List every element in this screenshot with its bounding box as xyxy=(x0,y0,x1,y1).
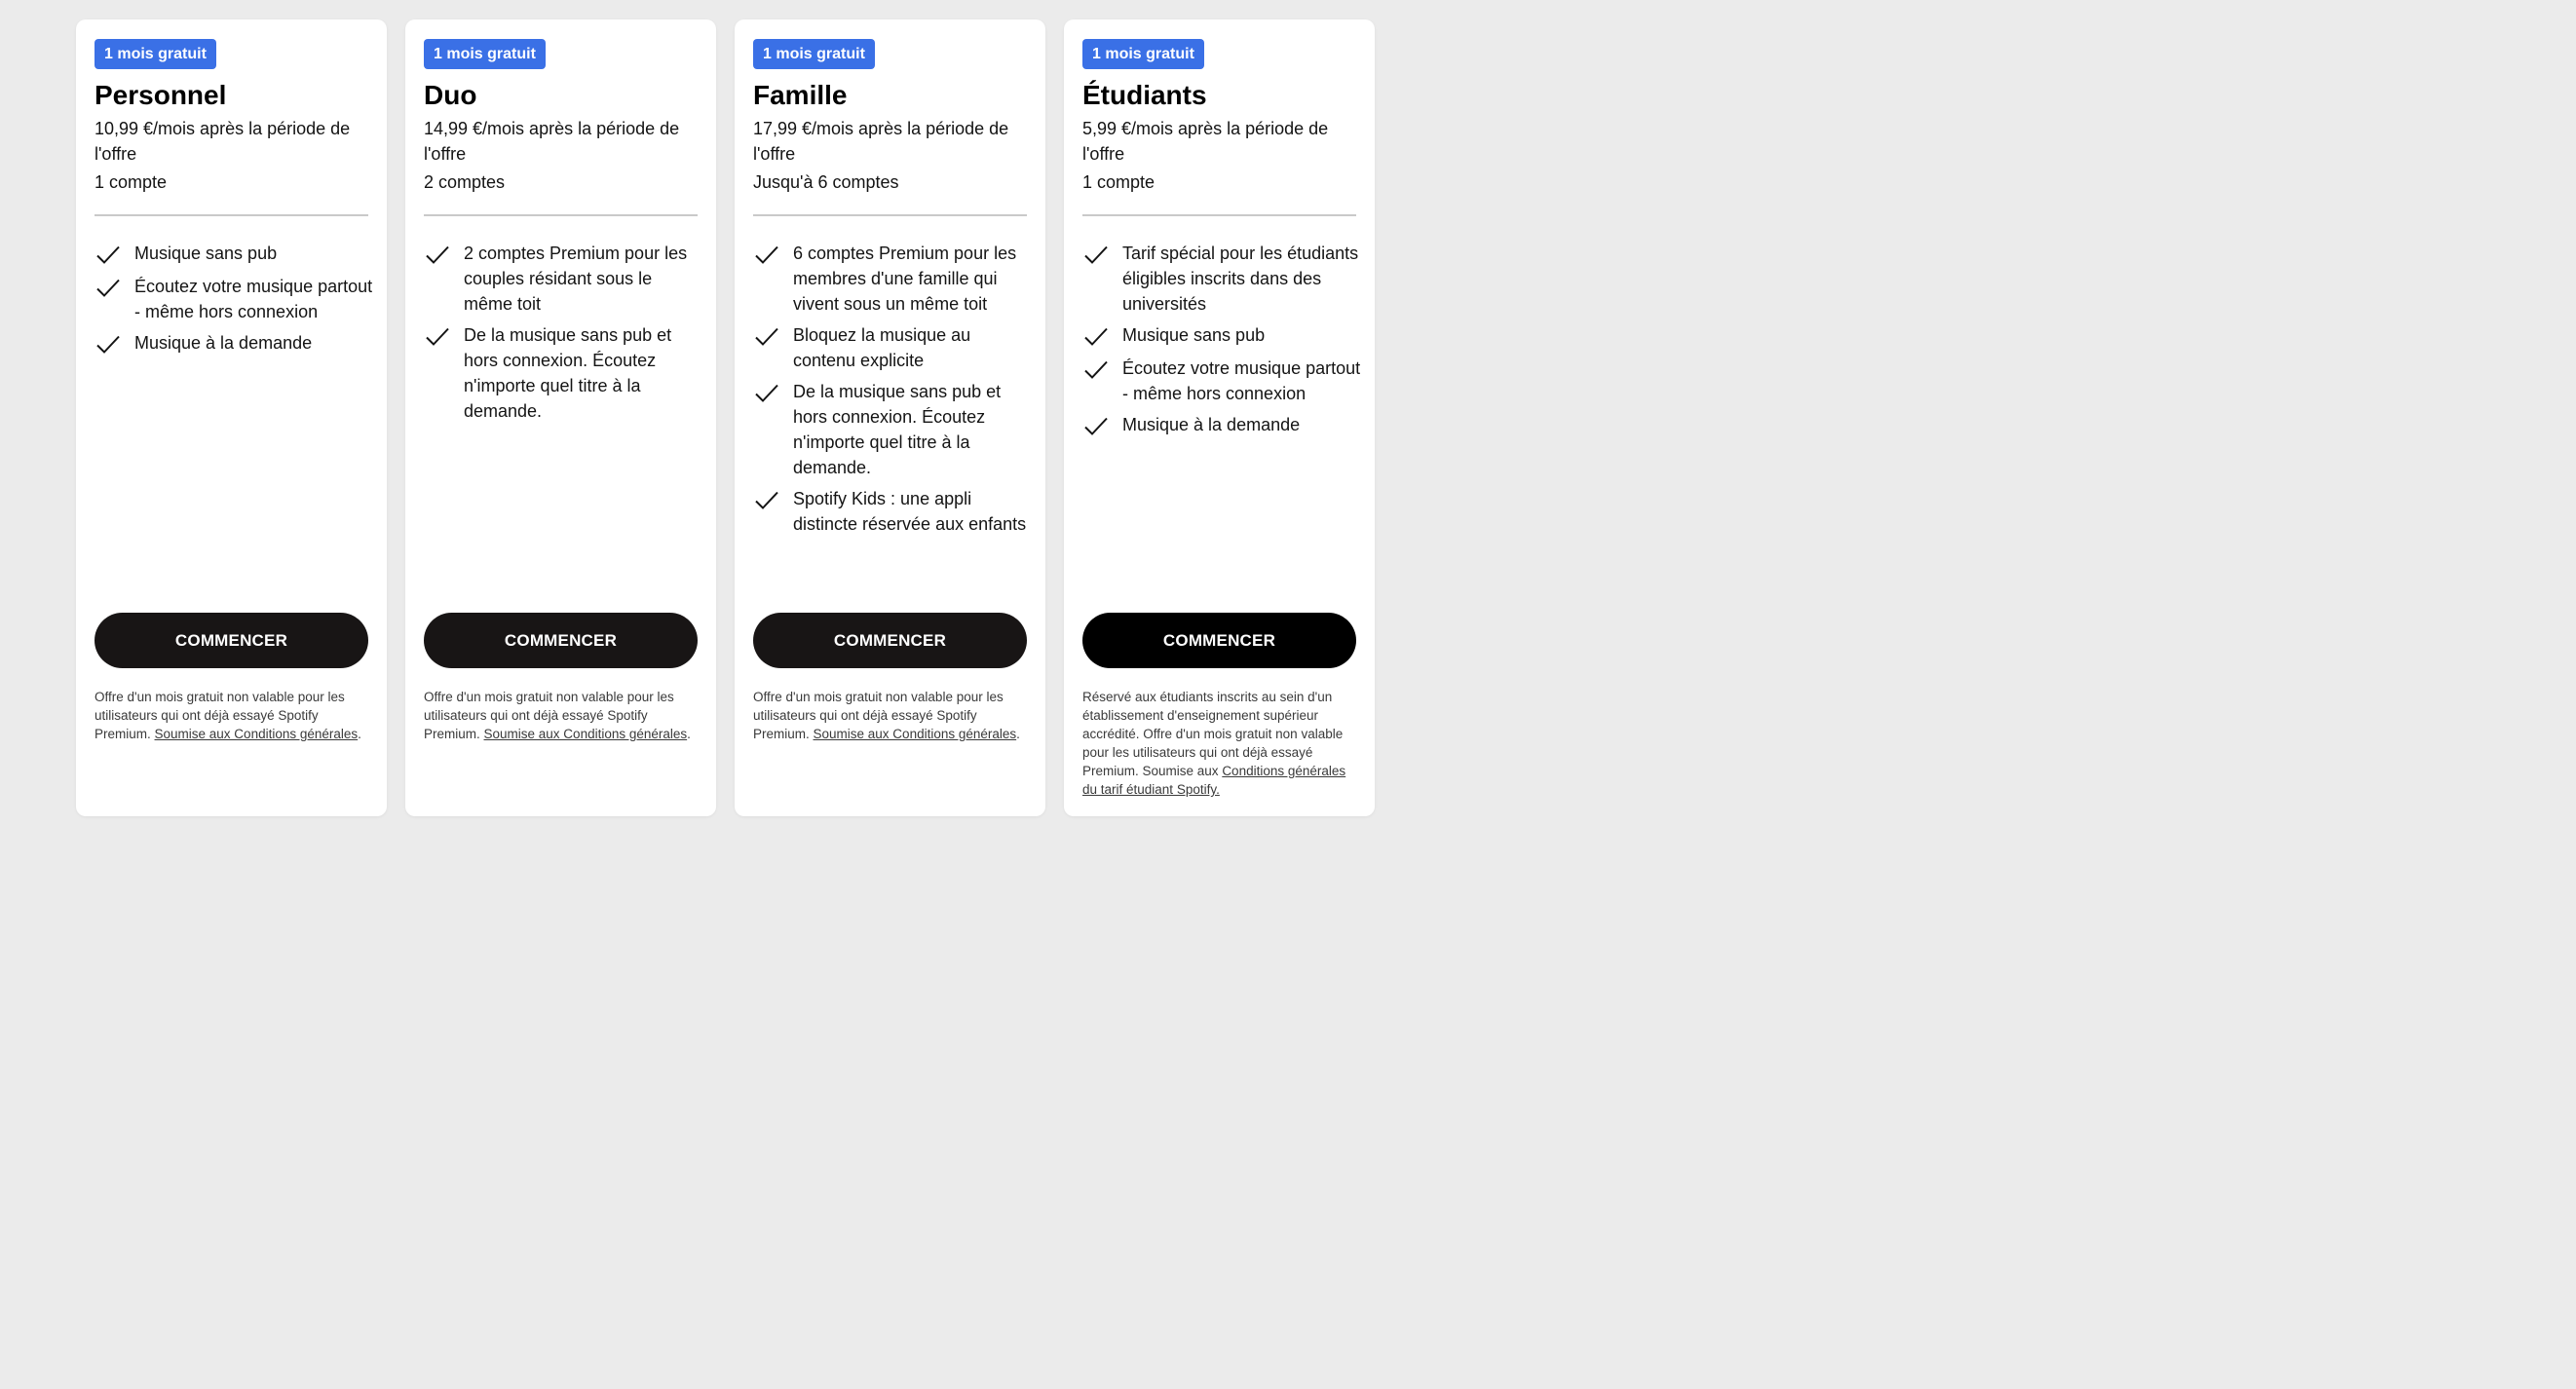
check-icon xyxy=(424,243,451,268)
feature-item xyxy=(424,241,702,317)
start-button[interactable]: COMMENCER xyxy=(95,613,368,668)
feature-item xyxy=(95,330,373,357)
plan-accounts: 1 compte xyxy=(1082,172,1155,192)
feature-item xyxy=(95,241,373,268)
feature-list xyxy=(1082,241,1361,445)
plan-card-etudiants xyxy=(1064,19,1375,816)
divider xyxy=(753,214,1027,216)
feature-list xyxy=(95,241,373,363)
feature-list xyxy=(424,241,702,430)
plan-title: Famille xyxy=(753,80,848,110)
check-icon xyxy=(753,243,780,268)
feature-item xyxy=(1082,322,1361,350)
legal-text: Offre d'un mois gratuit non valable pour les utilisateurs qui ont déjà essayé Spotify Premium. xyxy=(424,690,674,741)
check-icon xyxy=(1082,357,1110,383)
legal-end: . xyxy=(1016,727,1020,741)
plan-price: 5,99 €/mois après la période de l'offre xyxy=(1082,119,1329,164)
plan-title: Duo xyxy=(424,80,477,110)
free-trial-badge: 1 mois gratuit xyxy=(95,39,216,69)
feature-text: De la musique sans pub et hors connexion. Écoutez n'importe quel titre à la demande. xyxy=(464,325,672,421)
plan-title: Personnel xyxy=(95,80,227,110)
legal-note xyxy=(1082,688,1359,799)
feature-text: Spotify Kids : une appli distincte réservée aux enfants xyxy=(793,489,1027,534)
feature-text: 2 comptes Premium pour les couples résidant sous le même toit xyxy=(464,244,688,314)
feature-text: Bloquez la musique au contenu explicite xyxy=(793,325,971,370)
feature-text: Musique à la demande xyxy=(1122,415,1301,434)
plan-card-personnel xyxy=(76,19,387,816)
free-trial-badge: 1 mois gratuit xyxy=(753,39,875,69)
check-icon xyxy=(95,243,122,268)
check-icon xyxy=(1082,243,1110,268)
plan-price: 14,99 €/mois après la période de l'offre xyxy=(424,119,680,164)
feature-item xyxy=(753,379,1032,480)
legal-note xyxy=(95,688,371,743)
divider xyxy=(1082,214,1356,216)
feature-item xyxy=(1082,356,1361,406)
legal-text: Réservé aux étudiants inscrits au sein d'un établissement d'enseignement supérieur accrédité. Offre d'un mois gratuit non valable pour les utilisateurs qui ont déjà essayé Premium. Soumise aux xyxy=(1082,690,1344,778)
free-trial-badge: 1 mois gratuit xyxy=(1082,39,1204,69)
plans-page xyxy=(0,0,1528,824)
feature-list xyxy=(753,241,1032,543)
feature-text: Écoutez votre musique partout - même hors connexion xyxy=(1122,358,1361,403)
feature-text: Tarif spécial pour les étudiants éligibles inscrits dans des universités xyxy=(1122,244,1359,314)
legal-note xyxy=(424,688,701,743)
terms-link[interactable]: Soumise aux Conditions générales xyxy=(483,727,688,741)
feature-item xyxy=(424,322,702,424)
check-icon xyxy=(753,381,780,406)
start-button[interactable]: COMMENCER xyxy=(424,613,698,668)
check-icon xyxy=(95,276,122,301)
feature-item xyxy=(753,322,1032,373)
feature-text: 6 comptes Premium pour les membres d'une famille qui vivent sous un même toit xyxy=(793,244,1017,314)
check-icon xyxy=(1082,414,1110,439)
legal-text: Offre d'un mois gratuit non valable pour les utilisateurs qui ont déjà essayé Spotify Premium. xyxy=(753,690,1004,741)
legal-end: . xyxy=(687,727,691,741)
check-icon xyxy=(1082,324,1110,350)
feature-item xyxy=(753,241,1032,317)
divider xyxy=(424,214,698,216)
plan-price: 10,99 €/mois après la période de l'offre xyxy=(95,119,351,164)
feature-item xyxy=(95,274,373,324)
divider xyxy=(95,214,368,216)
plan-accounts: 2 comptes xyxy=(424,172,506,192)
feature-item xyxy=(753,486,1032,537)
legal-note xyxy=(753,688,1030,743)
legal-end: . xyxy=(358,727,361,741)
start-button[interactable]: COMMENCER xyxy=(1082,613,1356,668)
free-trial-badge: 1 mois gratuit xyxy=(424,39,546,69)
check-icon xyxy=(753,324,780,350)
check-icon xyxy=(753,488,780,513)
terms-link[interactable]: Soumise aux Conditions générales xyxy=(154,727,359,741)
plan-accounts: Jusqu'à 6 comptes xyxy=(753,172,899,192)
feature-text: Musique sans pub xyxy=(134,244,278,263)
feature-text: De la musique sans pub et hors connexion. Écoutez n'importe quel titre à la demande. xyxy=(793,382,1002,477)
feature-text: Musique sans pub xyxy=(1122,325,1266,345)
check-icon xyxy=(424,324,451,350)
feature-item xyxy=(1082,412,1361,439)
plan-accounts: 1 compte xyxy=(95,172,168,192)
legal-text: Offre d'un mois gratuit non valable pour les utilisateurs qui ont déjà essayé Spotify Premium. xyxy=(95,690,345,741)
plan-price: 17,99 €/mois après la période de l'offre xyxy=(753,119,1009,164)
feature-item xyxy=(1082,241,1361,317)
feature-text: Musique à la demande xyxy=(134,333,313,353)
feature-text: Écoutez votre musique partout - même hors connexion xyxy=(134,277,373,321)
plan-card-famille xyxy=(735,19,1045,816)
terms-link[interactable]: Conditions générales du tarif étudiant Spotify. xyxy=(1082,764,1346,797)
check-icon xyxy=(95,332,122,357)
start-button[interactable]: COMMENCER xyxy=(753,613,1027,668)
plan-card-duo xyxy=(405,19,716,816)
plan-title: Étudiants xyxy=(1082,80,1207,110)
terms-link[interactable]: Soumise aux Conditions générales xyxy=(813,727,1017,741)
